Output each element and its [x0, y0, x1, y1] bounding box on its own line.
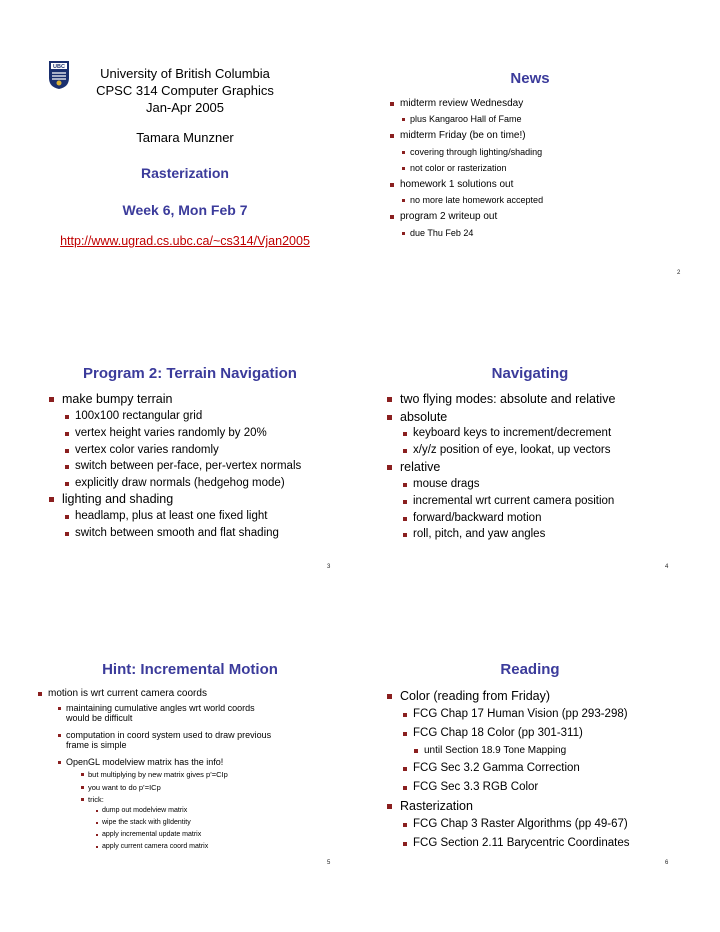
page-number: 6: [665, 860, 669, 866]
trick-step: apply current camera coord matrix: [102, 843, 208, 850]
bullet: make bumpy terrain: [62, 392, 172, 406]
bullet: motion is wrt current camera coords: [48, 688, 207, 699]
course-name: CPSC 314 Computer Graphics: [96, 83, 274, 98]
sub-bullet: headlamp, plus at least one fixed light: [75, 510, 267, 522]
trick-step: apply incremental update matrix: [102, 831, 201, 838]
sub-bullet: incremental wrt current camera position: [413, 495, 614, 507]
sub-bullet: due Thu Feb 24: [410, 228, 473, 238]
page-number: 3: [327, 564, 331, 570]
course-url-link[interactable]: http://www.ugrad.cs.ubc.ca/~cs314/Vjan2005: [60, 234, 310, 248]
sub-bullet: forward/backward motion: [413, 512, 541, 524]
bullet: midterm review Wednesday: [400, 98, 523, 109]
term: Jan-Apr 2005: [145, 100, 225, 115]
sub-bullet: switch between per-face, per-vertex normals: [75, 460, 301, 472]
bullet: midterm Friday (be on time!): [400, 130, 526, 141]
sub-bullet: FCG Chap 3 Raster Algorithms (pp 49-67): [413, 818, 628, 830]
sub-bullet: covering through lighting/shading: [410, 147, 542, 157]
institution: University of British Columbia: [100, 66, 270, 81]
lecture-date: Week 6, Mon Feb 7: [122, 202, 248, 218]
sub-bullet: computation in coord system used to draw previous: [66, 730, 271, 740]
sub-sub-bullet: until Section 18.9 Tone Mapping: [424, 745, 566, 756]
bullet: homework 1 solutions out: [400, 179, 513, 190]
bullet: program 2 writeup out: [400, 211, 497, 222]
page-number: 5: [327, 860, 331, 866]
sub-sub-bullet: but multiplying by new matrix gives p’=CIp: [88, 770, 228, 779]
trick-step: wipe the stack with glIdentity: [102, 819, 191, 826]
sub-bullet: keyboard keys to increment/decrement: [413, 427, 611, 439]
sub-bullet: FCG Chap 17 Human Vision (pp 293-298): [413, 708, 628, 720]
sub-bullet: FCG Section 2.11 Barycentric Coordinates: [413, 837, 629, 849]
slide-title: Navigating: [491, 365, 569, 382]
sub-sub-bullet: trick:: [88, 795, 104, 804]
trick-step: dump out modelview matrix: [102, 807, 187, 814]
sub-bullet: no more late homework accepted: [410, 195, 543, 205]
sub-bullet: x/y/z position of eye, lookat, up vectors: [413, 444, 611, 456]
lecture-topic: Rasterization: [141, 165, 229, 181]
bullet: absolute: [400, 410, 447, 424]
sub-bullet: vertex height varies randomly by 20%: [75, 427, 267, 439]
sub-sub-bullet: you want to do p’=ICp: [88, 783, 161, 792]
sub-bullet: plus Kangaroo Hall of Fame: [410, 114, 522, 124]
ubc-logo: [48, 60, 70, 95]
slide-title: Program 2: Terrain Navigation: [83, 365, 297, 382]
sub-bullet: 100x100 rectangular grid: [75, 410, 202, 422]
sub-bullet: maintaining cumulative angles wrt world coords: [66, 703, 255, 713]
bullet: lighting and shading: [62, 492, 173, 506]
sub-bullet: explicitly draw normals (hedgehog mode): [75, 477, 285, 489]
bullet: two flying modes: absolute and relative: [400, 392, 615, 406]
sub-bullet: OpenGL modelview matrix has the info!: [66, 757, 223, 767]
sub-bullet: mouse drags: [413, 478, 479, 490]
bullet: Color (reading from Friday): [400, 689, 550, 703]
sub-bullet-continued: frame is simple: [66, 740, 127, 750]
slide-title: Hint: Incremental Motion: [102, 661, 278, 678]
author: Tamara Munzner: [136, 130, 234, 145]
sub-bullet: FCG Chap 18 Color (pp 301-311): [413, 727, 583, 739]
sub-bullet-continued: would be difficult: [66, 713, 133, 723]
sub-bullet: not color or rasterization: [410, 163, 507, 173]
svg-text:UBC: UBC: [53, 64, 65, 71]
sub-bullet: vertex color varies randomly: [75, 444, 219, 456]
sub-bullet: roll, pitch, and yaw angles: [413, 528, 545, 540]
bullet: relative: [400, 460, 440, 474]
sub-bullet: FCG Sec 3.3 RGB Color: [413, 781, 538, 793]
slide-title: Reading: [500, 661, 560, 678]
sub-bullet: FCG Sec 3.2 Gamma Correction: [413, 762, 580, 774]
slide-title: News: [510, 70, 550, 87]
sub-bullet: switch between smooth and flat shading: [75, 527, 279, 539]
bullet: Rasterization: [400, 799, 473, 813]
page-number: 4: [665, 564, 669, 570]
page-number: 2: [677, 270, 681, 276]
